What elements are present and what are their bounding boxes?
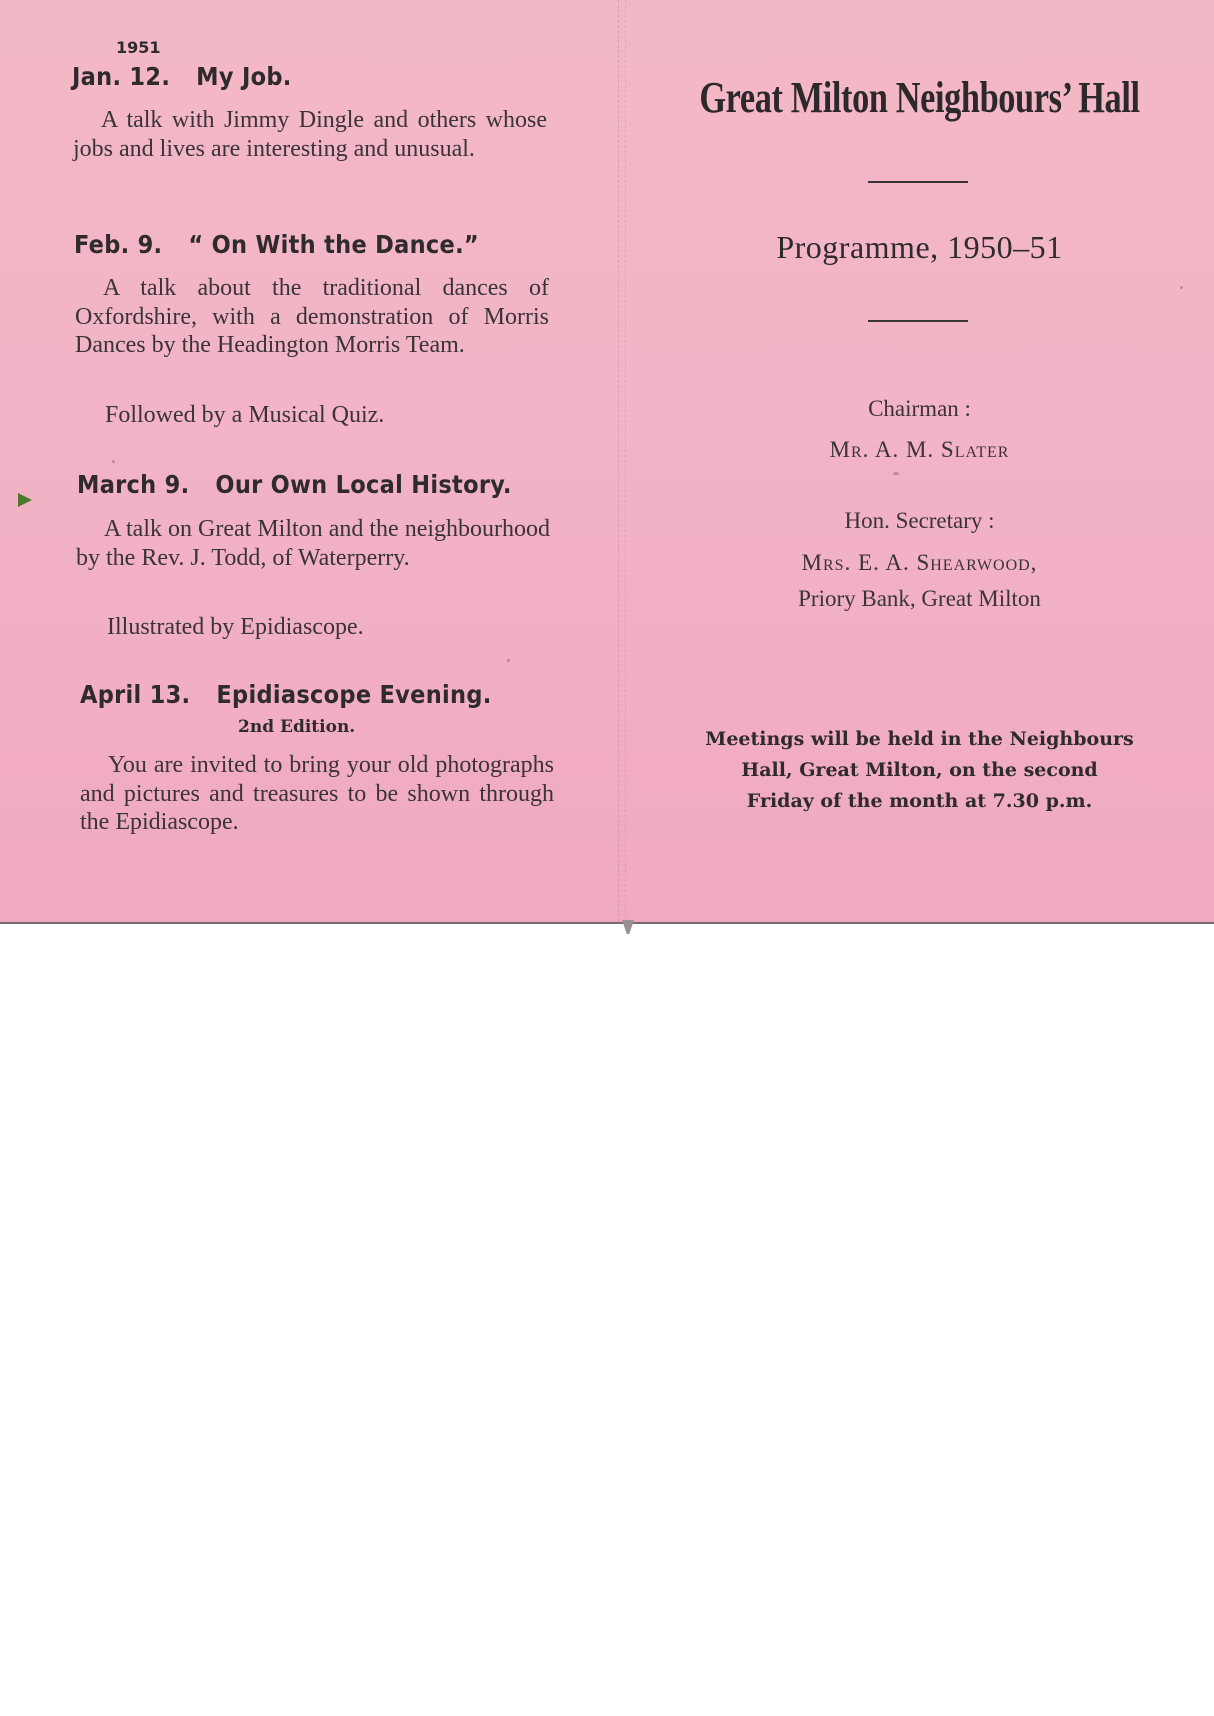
event-note: Illustrated by Epidiascope.	[107, 614, 364, 640]
event-note: Followed by a Musical Quiz.	[105, 402, 385, 428]
hall-title: Great Milton Neighbours’ Hall	[699, 73, 1140, 122]
chairman-label: Chairman :	[868, 396, 971, 421]
event-description: A talk with Jimmy Dingle and others whose jobs and lives are interesting and unusual.	[73, 107, 547, 162]
event-heading-feb	[74, 230, 479, 259]
divider-rule	[868, 181, 968, 183]
event-title: “ On With the Dance.”	[188, 230, 480, 259]
right-panel-cover	[625, 0, 1214, 920]
event-title: Epidiascope Evening.	[216, 680, 492, 709]
event-heading-jan	[72, 62, 292, 91]
event-date: Feb. 9.	[74, 230, 163, 259]
secretary-address: Priory Bank, Great Milton	[798, 586, 1041, 611]
paper-tear-mark	[622, 920, 634, 934]
event-description: You are invited to bring your old photographs and pictures and treasures to be shown through the Epidiascope.	[80, 752, 554, 835]
event-title: Our Own Local History.	[215, 470, 512, 499]
secretary-label: Hon. Secretary :	[844, 508, 995, 533]
left-panel-schedule	[0, 0, 610, 920]
event-heading-march	[77, 470, 512, 499]
event-title: My Job.	[196, 62, 292, 91]
event-heading-april	[80, 680, 492, 709]
event-date: March 9.	[77, 470, 190, 499]
chairman-name: Mr. A. M. Slater	[829, 437, 1010, 462]
meetings-notice: Meetings will be held in the Neighbours Hall, Great Milton, on the second Friday of the month at 7.30 p.m.	[705, 728, 1134, 812]
event-description: A talk on Great Milton and the neighbourhood by the Rev. J. Todd, of Waterperry.	[76, 516, 550, 571]
event-subtitle: 2nd Edition.	[238, 717, 356, 737]
event-description: A talk about the traditional dances of Oxfordshire, with a demonstration of Morris Dances by the Headington Morris Team.	[75, 275, 549, 358]
event-date: Jan. 12.	[72, 62, 171, 91]
event-date: April 13.	[80, 680, 191, 709]
year-label: 1951	[116, 38, 161, 57]
programme-heading: Programme, 1950–51	[776, 229, 1063, 265]
divider-rule	[868, 320, 968, 322]
secretary-name: Mrs. E. A. Shearwood,	[801, 550, 1038, 575]
